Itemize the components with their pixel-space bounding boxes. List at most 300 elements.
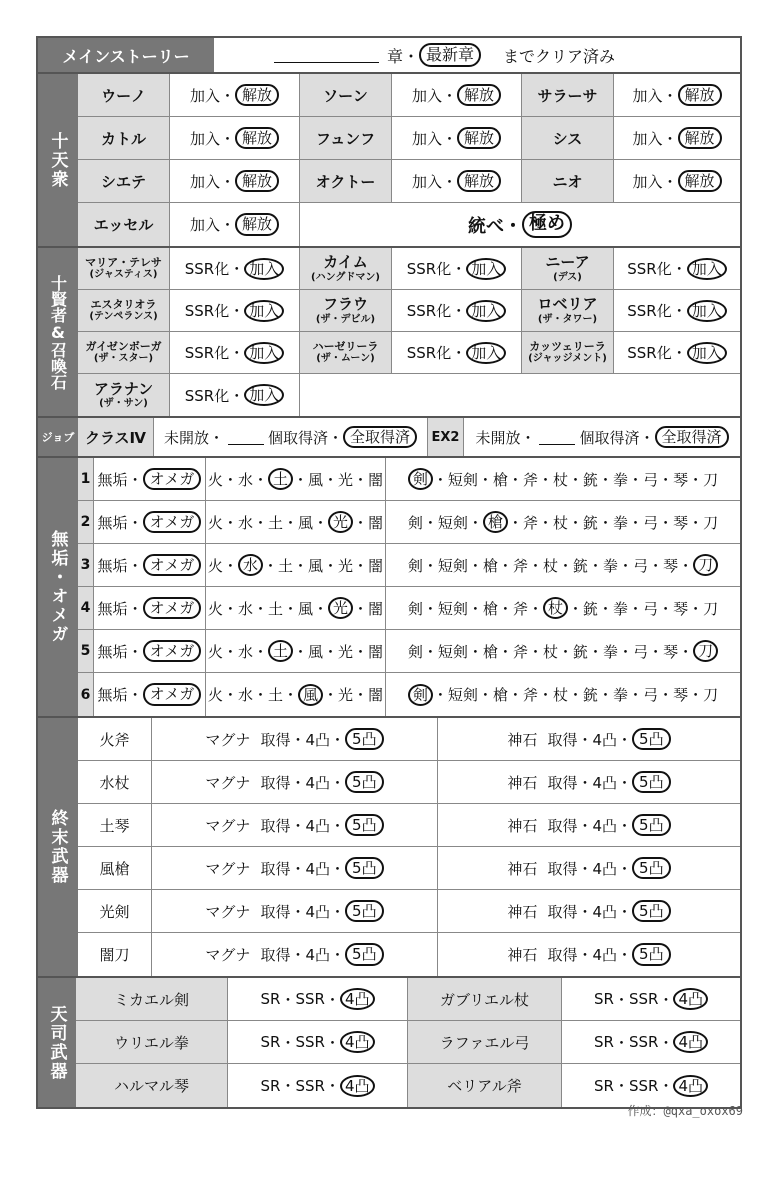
element-option[interactable]: 土 [268,468,293,490]
main-story-label: メインストーリー [38,38,214,72]
join-option[interactable]: 加入 [687,342,727,364]
five-option[interactable]: 5凸 [632,900,671,923]
element-option[interactable]: 光 [328,511,353,533]
element-option[interactable]: 風 [298,599,314,618]
kenja-name [78,248,170,289]
join-text: 加入 [632,129,663,148]
release-option[interactable]: 解放 [235,170,279,193]
kenja-member-name: ロベリア [537,295,598,314]
obtain-option[interactable]: 取得 [547,816,578,835]
stage-cell [152,761,438,803]
kenja-member-name: フラウ [322,295,368,314]
element-option[interactable]: 闇 [368,686,384,704]
element-option[interactable]: 水 [238,554,263,576]
weapon-option[interactable]: 剣 [408,684,433,706]
tenshi-status [228,978,408,1020]
kenja-member-sub: (ザ・スター) [93,353,154,365]
element-option[interactable]: 風 [308,556,324,575]
job-side: ジョブ [38,418,78,456]
kenja-row [78,332,740,374]
weapon-option[interactable]: 弓 [643,513,659,532]
sep: ・ [567,686,583,704]
weapon-option[interactable]: 槍 [483,511,508,533]
sep: ・ [229,302,245,320]
element-option[interactable]: 光 [338,556,354,575]
stage-cell [152,933,438,976]
weapon-option[interactable]: 琴 [673,513,689,532]
weapon-option[interactable]: 杖 [552,470,568,489]
ssr-text: SSR化 [627,302,672,320]
tenshi-row [76,1064,740,1107]
weapon-option[interactable]: 斧 [512,642,528,661]
weapon-option[interactable]: 銃 [583,470,599,489]
element-option[interactable]: 水 [237,599,253,618]
element-option[interactable]: 闇 [368,470,384,489]
obtain-option[interactable]: 取得 [260,902,291,921]
ex2-all-option[interactable]: 全取得済 [655,426,729,449]
kenja-name [300,332,392,373]
five-option[interactable]: 5凸 [345,728,384,751]
element-cell [206,673,386,716]
join-option[interactable]: 加入 [244,258,284,280]
kenja-member-name: エスタリオラ [90,297,157,311]
juuten-member-name: サラーサ [522,74,614,116]
omega-option[interactable]: オメガ [143,683,202,706]
release-option[interactable]: 解放 [457,170,501,193]
element-option[interactable]: 水 [237,686,253,704]
obtain-option[interactable]: 取得 [547,730,578,749]
four-option[interactable]: 4凸 [340,1075,375,1097]
sep: ・ [229,260,245,278]
sep: ・ [537,686,553,704]
magna-text: マグナ [205,730,251,749]
mukou-text: 無垢 [97,513,128,532]
four-option[interactable]: 4凸 [673,1031,708,1053]
sep: ・ [598,686,614,704]
weapon-option[interactable]: 斧 [522,470,538,489]
sep: ・ [441,129,457,148]
kenja-name [78,332,170,373]
weapon-option[interactable]: 剣 [407,556,423,575]
sep: ・ [617,859,633,878]
sep: ・ [628,686,644,704]
sep: ・ [467,513,483,532]
element-cell [206,587,386,629]
release-option[interactable]: 解放 [235,84,279,107]
element-option[interactable]: 水 [237,642,253,661]
element-option[interactable]: 風 [308,642,324,661]
ssr-text: SSR化 [184,344,230,362]
four-option[interactable]: 4凸 [340,988,375,1010]
mukou-row [78,673,740,716]
weapon-option[interactable]: 短剣 [447,686,478,704]
weapon-option[interactable]: 槍 [492,470,508,489]
element-option[interactable]: 火 [207,470,223,489]
five-option[interactable]: 5凸 [632,857,671,880]
sep: ・ [557,556,573,575]
element-option[interactable]: 土 [267,599,283,618]
ssr-text: SSR化 [184,260,230,278]
weapon-option[interactable]: 銃 [583,513,599,532]
omega-option[interactable]: オメガ [143,511,202,534]
shuumatsu-row [78,804,740,847]
weapon-option[interactable]: 刀 [693,640,718,662]
weapon-option[interactable]: 短剣 [437,599,468,618]
element-option[interactable]: 光 [338,470,354,489]
juuten-member-name: シエテ [78,160,170,202]
weapon-option[interactable]: 斧 [512,556,528,575]
mukou-row [78,458,740,501]
weapon-option[interactable]: 短剣 [437,513,468,532]
four-option[interactable]: 4凸 [592,946,618,964]
kenja-member-sub: (ジャッジメント) [528,353,607,365]
kenja-name [522,332,614,373]
five-option[interactable]: 5凸 [345,900,384,923]
juuten-side-text: 十天衆 [47,131,68,189]
weapon-option[interactable]: 琴 [673,686,689,704]
element-option[interactable]: 闇 [368,513,384,532]
four-option[interactable]: 4凸 [673,988,708,1010]
juuten-member-status [392,74,522,116]
element-option[interactable]: 光 [338,686,354,704]
element-option[interactable]: 水 [237,470,253,489]
weapon-option[interactable]: 銃 [573,556,589,575]
sr-option[interactable]: SR [260,1033,281,1051]
ssr-option[interactable]: SSR [295,1076,325,1095]
sep: ・ [507,470,523,489]
release-option[interactable]: 解放 [235,127,279,150]
weapon-option[interactable]: 拳 [613,599,629,618]
stage-cell [438,933,740,976]
weapon-option[interactable]: 弓 [633,556,649,575]
sr-option[interactable]: SR [594,1076,614,1095]
four-option[interactable]: 4凸 [592,773,618,792]
kenja-row [78,248,740,290]
class4-all-option[interactable]: 全取得済 [343,426,417,449]
latest-chapter-option[interactable]: 最新章 [419,43,481,67]
omega-cell [94,458,206,500]
sep: ・ [477,686,493,704]
weapon-option[interactable]: 槍 [482,642,498,661]
sep: ・ [678,556,694,575]
element-option[interactable]: 土 [267,513,283,532]
release-option[interactable]: 解放 [678,127,722,150]
element-option[interactable]: 水 [237,513,253,532]
weapon-option[interactable]: 弓 [633,642,649,661]
juuten-member-name: オクトー [300,160,392,202]
sep: ・ [280,990,296,1009]
element-option[interactable]: 闇 [368,556,384,575]
weapon-option[interactable]: 短剣 [437,556,468,575]
juuten-extra [300,203,740,246]
release-option[interactable]: 解放 [457,84,501,107]
sep: ・ [432,686,448,704]
element-cell [206,501,386,543]
individual-text: 個取得済 [579,428,640,447]
shuumatsu-row [78,933,740,976]
ssr-option[interactable]: SSR [295,990,325,1008]
four-option[interactable]: 4凸 [673,1075,708,1097]
weapon-option[interactable]: 短剣 [437,642,468,661]
weapon-option[interactable]: 刀 [703,470,719,489]
kenja-row [78,290,740,332]
element-option[interactable]: 光 [328,597,353,619]
weapon-cell [386,501,740,543]
kenja-table [78,248,740,416]
tenshi-status [562,978,740,1020]
obtain-option[interactable]: 取得 [547,773,578,792]
join-option[interactable]: 加入 [466,300,506,322]
sep: ・ [617,730,633,749]
sep: ・ [290,902,306,921]
stage-cell [438,847,740,889]
weapon-option[interactable]: 杖 [552,513,568,532]
class4-status [154,418,428,456]
row-number: 3 [78,544,94,586]
sep: ・ [613,990,629,1009]
weapon-option[interactable]: 銃 [583,599,599,618]
sep: ・ [432,470,448,489]
five-option[interactable]: 5凸 [345,771,384,794]
obtain-option[interactable]: 取得 [547,902,578,921]
sep: ・ [290,946,306,964]
join-option[interactable]: 加入 [687,300,727,322]
weapon-option[interactable]: 琴 [663,556,679,575]
sep: ・ [451,344,467,362]
weapon-option[interactable]: 刀 [693,554,718,576]
four-option[interactable]: 4凸 [305,816,331,835]
sep: ・ [127,513,143,532]
omega-cell [94,501,206,543]
mukou-text: 無垢 [97,556,128,575]
weapon-option[interactable]: 斧 [522,686,538,704]
weapon-option[interactable]: 刀 [703,686,719,704]
omega-option[interactable]: オメガ [143,468,202,491]
element-option[interactable]: 風 [298,513,314,532]
sep: ・ [127,470,143,489]
omega-option[interactable]: オメガ [143,597,202,620]
ssr-option[interactable]: SSR [295,1033,325,1051]
weapon-option[interactable]: 拳 [613,470,629,489]
ssr-option[interactable]: SSR [628,990,659,1008]
kenja-name [78,290,170,331]
sr-option[interactable]: SR [260,990,281,1008]
sep: ・ [577,816,593,835]
weapon-option[interactable]: 弓 [643,599,659,618]
stage-cell [438,804,740,846]
join-option[interactable]: 加入 [244,384,284,406]
weapon-option[interactable]: 槍 [482,556,498,575]
element-option[interactable]: 闇 [368,642,384,661]
four-option[interactable]: 4凸 [592,816,618,835]
weapon-option[interactable]: 刀 [703,513,719,532]
kamiishi-text: 神石 [507,902,538,921]
weapon-option[interactable]: 剣 [407,513,423,532]
sep: ・ [613,1033,629,1052]
obtain-option[interactable]: 取得 [260,946,291,964]
element-option[interactable]: 火 [207,686,223,704]
magna-text: マグナ [205,902,251,921]
omega-option[interactable]: オメガ [143,640,202,663]
tenshi-weapon-name: ガブリエル杖 [408,978,562,1020]
weapon-option[interactable]: 剣 [408,468,433,490]
sep: ・ [598,513,614,532]
release-option[interactable]: 解放 [235,213,279,236]
join-option[interactable]: 加入 [244,300,284,322]
class4-blank[interactable] [228,430,264,445]
sep: ・ [330,902,346,921]
weapon-option[interactable]: 槍 [482,599,498,618]
obtain-option[interactable]: 取得 [260,859,291,878]
four-option[interactable]: 4凸 [305,859,331,878]
unopened-text: 未開放・ [163,428,224,447]
element-option[interactable]: 火 [207,556,223,575]
weapon-cell [386,587,740,629]
omega-cell [94,630,206,672]
shuumatsu-side [38,718,78,976]
sep: ・ [671,260,687,278]
shuumatsu-row [78,718,740,761]
sep: ・ [222,513,238,532]
five-option[interactable]: 5凸 [632,943,671,966]
ssr-option[interactable]: SSR [628,1033,659,1051]
sep: ・ [222,556,238,575]
sep: ・ [537,470,553,489]
ssr-text: SSR化 [627,344,672,362]
five-option[interactable]: 5凸 [345,943,384,966]
weapon-option[interactable]: 杖 [543,597,568,619]
obtain-option[interactable]: 取得 [260,816,291,835]
weapon-option[interactable]: 拳 [613,513,629,532]
four-option[interactable]: 4凸 [305,730,331,749]
weapon-option[interactable]: 斧 [522,513,538,532]
omega-option[interactable]: オメガ [143,554,202,577]
weapon-option[interactable]: 琴 [673,599,689,618]
sr-option[interactable]: SR [594,1033,614,1051]
weapon-option[interactable]: 琴 [663,642,679,661]
weapon-option[interactable]: 槍 [492,686,508,704]
weapon-option[interactable]: 杖 [542,642,558,661]
sep: ・ [504,215,522,237]
five-option[interactable]: 5凸 [345,814,384,837]
sep: ・ [451,260,467,278]
weapon-option[interactable]: 銃 [583,686,599,704]
ssr-option[interactable]: SSR [628,1076,659,1095]
weapon-option[interactable]: 斧 [512,599,528,618]
sr-option[interactable]: SR [260,1076,281,1095]
element-option[interactable]: 闇 [368,599,384,618]
release-option[interactable]: 解放 [457,127,501,150]
five-option[interactable]: 5凸 [632,771,671,794]
join-option[interactable]: 加入 [466,258,506,280]
sep: ・ [688,513,704,532]
element-option[interactable]: 風 [298,684,323,706]
obtain-option[interactable]: 取得 [260,773,291,792]
element-option[interactable]: 土 [277,556,293,575]
four-option[interactable]: 4凸 [592,902,618,921]
element-option[interactable]: 土 [268,640,293,662]
ssr-text: SSR化 [406,260,452,278]
weapon-option[interactable]: 杖 [542,556,558,575]
kiwame-option[interactable]: 極め [522,211,572,238]
four-option[interactable]: 4凸 [340,1031,375,1053]
sep: ・ [330,730,346,749]
sep: ・ [617,773,633,792]
juuten-member-name: ウーノ [78,74,170,116]
obtain-option[interactable]: 取得 [547,946,578,964]
kenja-status [614,290,740,331]
four-option[interactable]: 4凸 [305,773,331,792]
join-option[interactable]: 加入 [687,258,727,280]
element-option[interactable]: 光 [338,642,354,661]
sep: ・ [323,470,339,489]
ssr-text: SSR化 [184,302,230,320]
sep: ・ [219,129,235,148]
release-option[interactable]: 解放 [678,84,722,107]
four-option[interactable]: 4凸 [592,730,618,749]
join-option[interactable]: 加入 [466,342,506,364]
sep: ・ [639,428,655,447]
element-option[interactable]: 風 [308,470,324,489]
mukou-text: 無垢 [97,642,128,661]
sep: ・ [353,686,369,704]
sep: ・ [252,686,268,704]
mukou-row [78,501,740,544]
juuten-member-status [392,117,522,159]
element-option[interactable]: 火 [207,599,223,618]
release-option[interactable]: 解放 [678,170,722,193]
weapon-option[interactable]: 弓 [643,470,659,489]
obtain-option[interactable]: 取得 [260,730,291,749]
weapon-option[interactable]: 剣 [407,642,423,661]
four-option[interactable]: 4凸 [592,859,618,878]
kenja-name [522,290,614,331]
weapon-option[interactable]: 拳 [603,642,619,661]
element-option[interactable]: 火 [207,513,223,532]
join-option[interactable]: 加入 [244,342,284,364]
weapon-option[interactable]: 弓 [643,686,659,704]
kenja-side-text: 十賢者&召喚石 [48,274,68,390]
element-option[interactable]: 土 [267,686,283,704]
four-option[interactable]: 4凸 [305,902,331,921]
sep: ・ [290,730,306,749]
kenja-status [614,248,740,289]
sr-option[interactable]: SR [594,990,614,1008]
weapon-option[interactable]: 杖 [552,686,568,704]
weapon-option[interactable]: 拳 [603,556,619,575]
weapon-option[interactable]: 刀 [703,599,719,618]
kenja-row [78,374,740,416]
element-option[interactable]: 火 [207,642,223,661]
sep: ・ [662,86,678,105]
obtain-option[interactable]: 取得 [547,859,578,878]
weapon-option[interactable]: 琴 [673,470,689,489]
weapon-option[interactable]: 剣 [407,599,423,618]
five-option[interactable]: 5凸 [345,857,384,880]
chapter-blank[interactable] [274,48,379,63]
five-option[interactable]: 5凸 [632,814,671,837]
five-option[interactable]: 5凸 [632,728,671,751]
kenja-member-name: ニーア [545,253,590,272]
weapon-option[interactable]: 拳 [613,686,629,704]
ex2-blank[interactable] [539,430,575,445]
weapon-option[interactable]: 銃 [573,642,589,661]
four-option[interactable]: 4凸 [305,946,331,964]
weapon-option[interactable]: 短剣 [447,470,478,489]
tenshi-table [76,978,740,1107]
kenja-member-sub: (ジャスティス) [89,269,158,281]
mukou-side-text: 無垢・オメガ [47,530,68,644]
